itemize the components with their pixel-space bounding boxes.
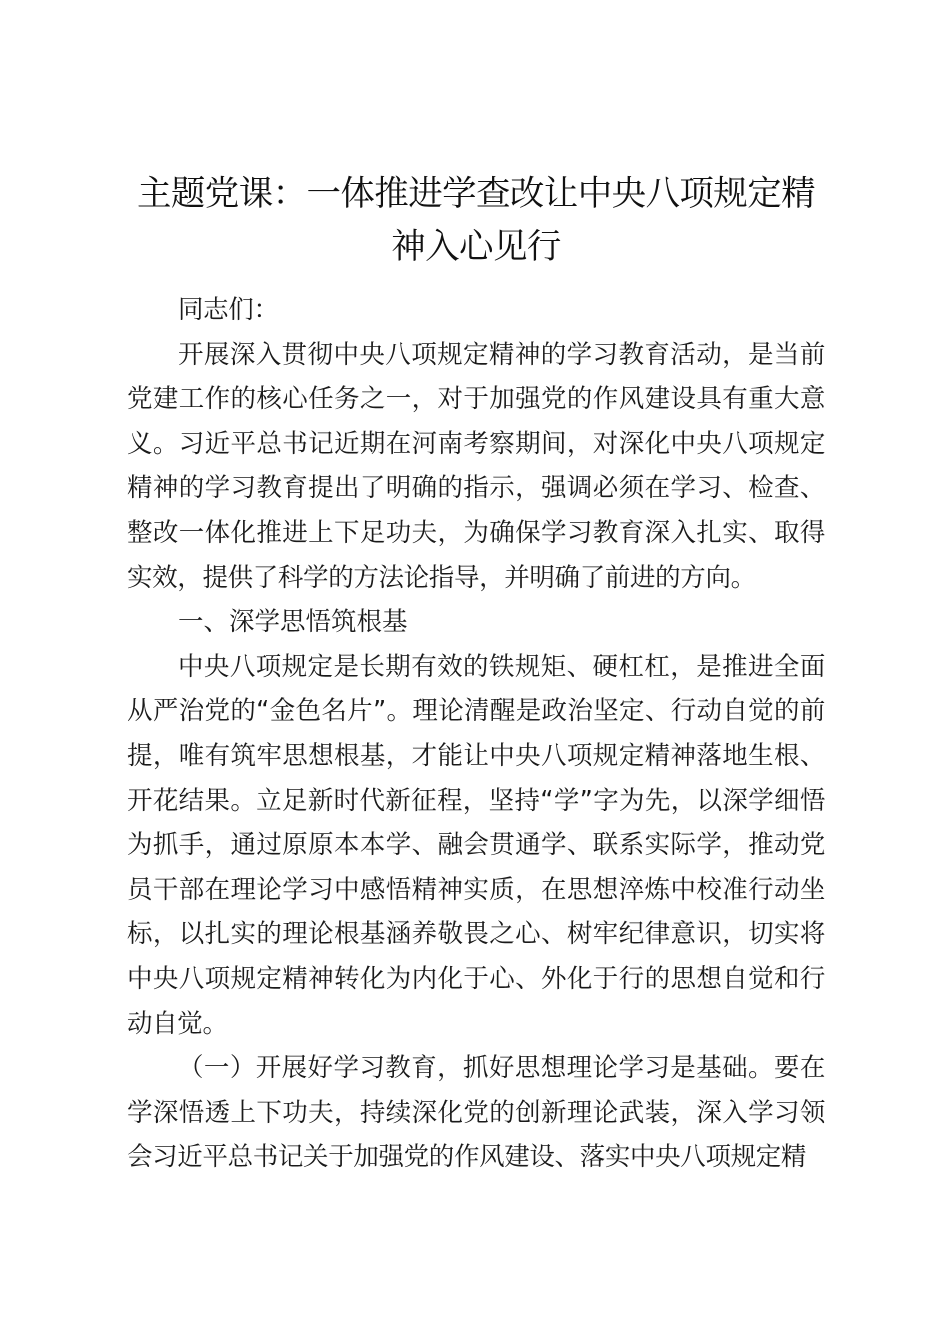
paragraph-intro: 开展深入贯彻中央八项规定精神的学习教育活动，是当前党建工作的核心任务之一，对于加强党的作风建设具有重大意义。习近平总书记近期在河南考察期间，对深化中央八项规定精神的学习教育提出了明确的指示，强调必须在学习、检查、整改一体化推进上下足功夫，为确保学习教育深入扎实、取得实效，提供了科学的方法论指导，并明确了前进的方向。 — [127, 339, 825, 593]
document-page — [127, 168, 825, 1180]
salutation: 同志们： — [178, 295, 279, 325]
paragraph-subsection-1: （一）开展好学习教育，抓好思想理论学习是基础。要在学深悟透上下功夫，持续深化党的创新理论武装，深入学习领会习近平总书记关于加强党的作风建设、落实中央八项规定精 — [127, 1053, 825, 1173]
document-title: 主题党课：一体推进学查改让中央八项规定精神入心见行 — [137, 174, 815, 267]
document-body — [127, 288, 825, 1180]
paragraph-section-1: 中央八项规定是长期有效的铁规矩、硬杠杠，是推进全面从严治党的“金色名片”。理论清醒是政治坚定、行动自觉的前提，唯有筑牢思想根基，才能让中央八项规定精神落地生根、开花结果。立足新时代新征程，坚持“学”字为先，以深学细悟为抓手，通过原原本本学、融会贯通学、联系实际学，推动党员干部在理论学习中感悟精神实质，在思想淬炼中校准行动坐标，以扎实的理论根基涵养敬畏之心、树牢纪律意识，切实将中央八项规定精神转化为内化于心、外化于行的思想自觉和行动自觉。 — [127, 651, 825, 1039]
section-heading-1: 一、深学思悟筑根基 — [178, 607, 408, 638]
